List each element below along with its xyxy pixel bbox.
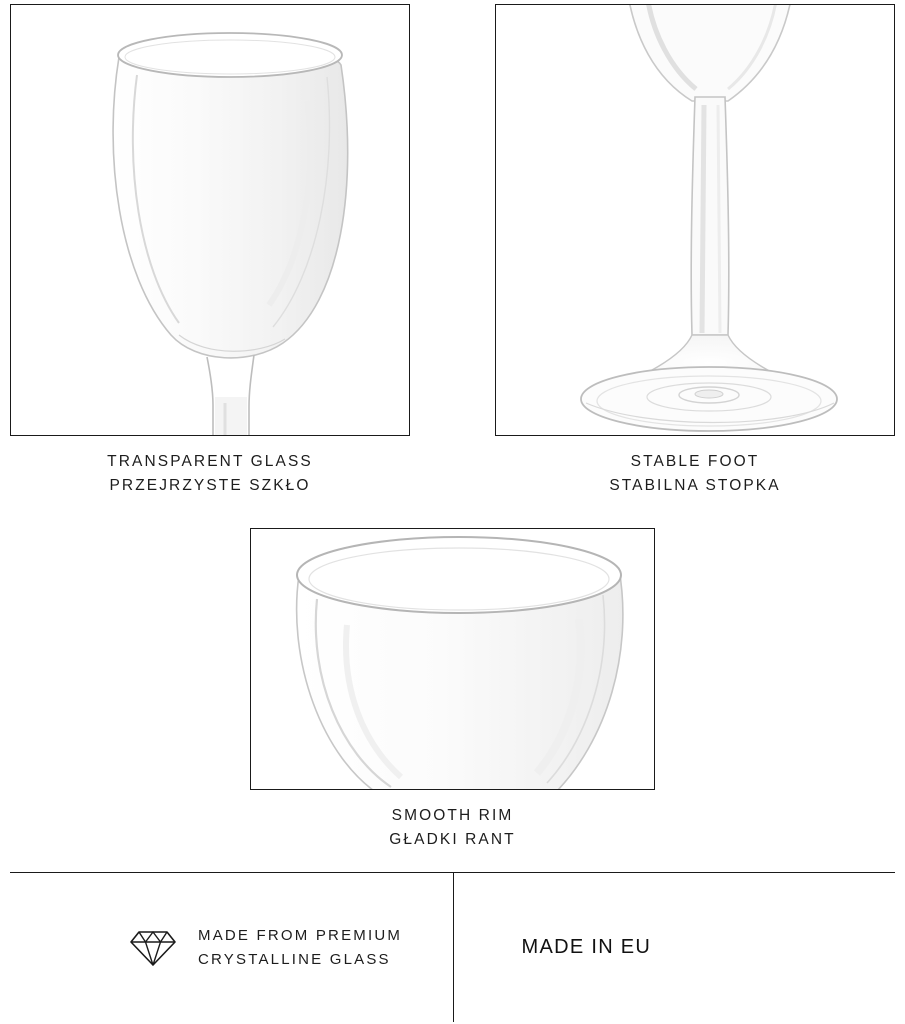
feature-image-frame xyxy=(10,4,410,436)
feature-caption xyxy=(250,804,655,852)
premium-line-2: CRYSTALLINE GLASS xyxy=(198,950,391,968)
bottom-info-band xyxy=(10,872,895,1022)
wine-glass-bowl-image xyxy=(11,5,409,435)
caption-line-pl: STABILNA STOPKA xyxy=(609,477,781,495)
premium-material-cell xyxy=(10,873,453,1022)
feature-caption xyxy=(10,450,410,498)
origin-cell xyxy=(453,873,896,1022)
feature-image-frame xyxy=(495,4,895,436)
caption-line-en: SMOOTH RIM xyxy=(391,807,514,824)
caption-line-en: STABLE FOOT xyxy=(630,453,760,470)
caption-line-en: TRANSPARENT GLASS xyxy=(107,453,313,470)
made-in-eu-label: MADE IN EU xyxy=(521,936,652,958)
wine-glass-rim-image xyxy=(251,529,654,789)
feature-image-frame xyxy=(250,528,655,790)
caption-line-pl: PRZEJRZYSTE SZKŁO xyxy=(109,477,311,495)
feature-stable-foot xyxy=(495,4,895,498)
feature-smooth-rim xyxy=(250,528,655,852)
feature-transparent-glass xyxy=(10,4,410,498)
wine-glass-stem-foot-image xyxy=(496,5,894,435)
feature-caption xyxy=(495,450,895,498)
premium-material-text xyxy=(198,924,402,972)
diamond-icon xyxy=(130,928,176,968)
caption-line-pl: GŁADKI RANT xyxy=(389,831,516,849)
premium-line-1: MADE FROM PREMIUM xyxy=(198,926,403,944)
